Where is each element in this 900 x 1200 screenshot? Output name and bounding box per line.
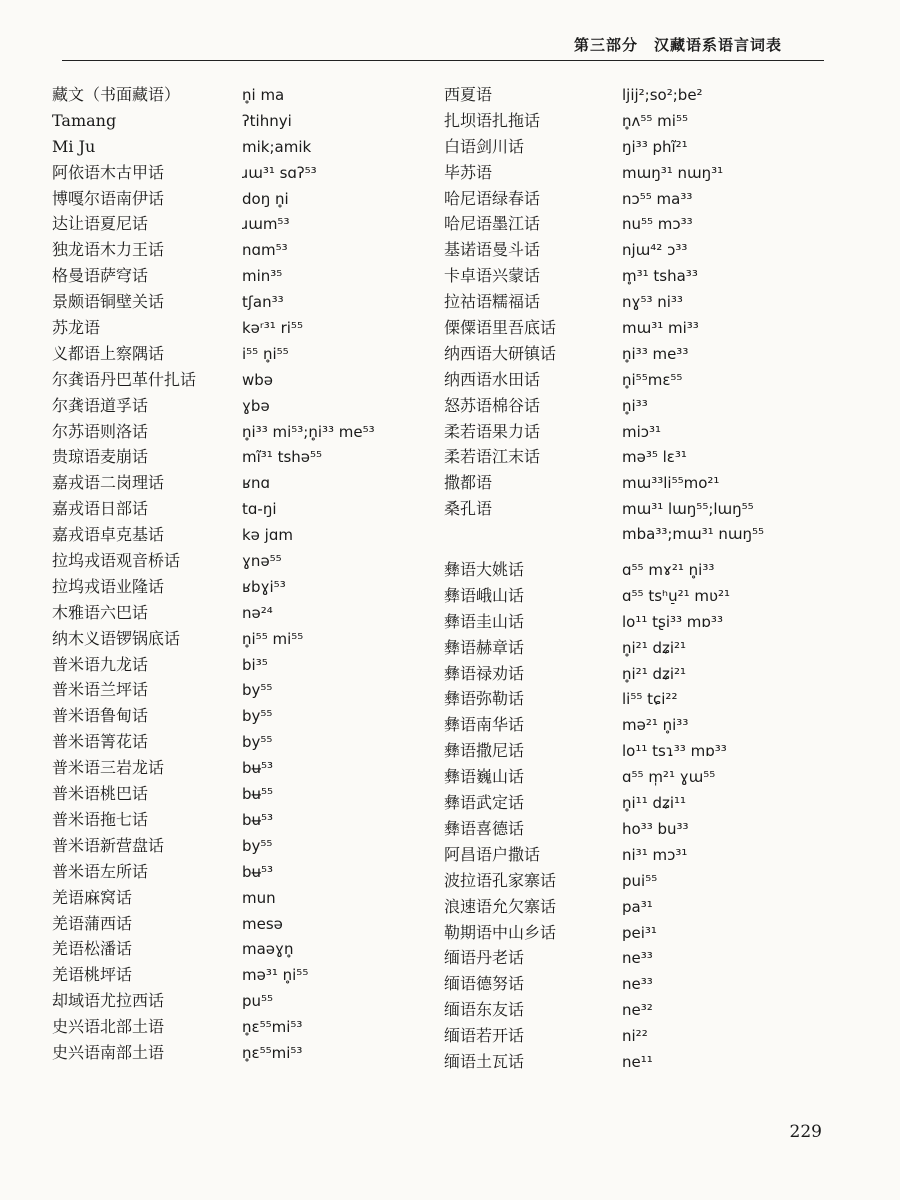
language-name: 普米语桃巴话: [52, 784, 149, 804]
word-entry: [444, 1023, 834, 1049]
word-form: ni³¹ mɔ³¹: [622, 845, 688, 864]
language-name: 嘉戎语日部话: [52, 499, 149, 519]
language-name: 纳木义语锣锅底话: [52, 628, 181, 648]
word-entry: [444, 341, 834, 367]
word-entry: [52, 988, 422, 1014]
language-name: 哈尼语绿春话: [444, 188, 541, 208]
word-entry: [52, 315, 422, 341]
word-entry: [52, 367, 422, 393]
word-form: njɯ⁴² ɔ³³: [622, 241, 688, 260]
word-entry: [444, 393, 834, 419]
word-form: nɣ⁵³ ni³³: [622, 293, 683, 312]
word-entry: [52, 444, 422, 470]
word-entry: [444, 315, 834, 341]
language-name: 却域语尤拉西话: [52, 991, 165, 1011]
language-name: 彝语圭山话: [444, 611, 525, 631]
word-form: pu⁵⁵: [242, 992, 274, 1011]
word-form: n̥i⁵⁵ mi⁵⁵: [242, 629, 304, 648]
word-entry: [52, 1040, 422, 1066]
word-form: mĩ³¹ tshə⁵⁵: [242, 448, 323, 467]
language-name: 尔苏语则洛话: [52, 421, 149, 441]
language-name: 普米语拖七话: [52, 809, 149, 829]
language-name: 阿依语木古甲话: [52, 162, 165, 182]
language-name: 彝语赫章话: [444, 637, 525, 657]
word-form: mə³⁵ lɛ³¹: [622, 448, 687, 467]
language-name: 史兴语南部土语: [52, 1042, 165, 1062]
word-form: tʃan³³: [242, 293, 284, 312]
word-entry: [52, 781, 422, 807]
language-name: 毕苏语: [444, 162, 493, 182]
language-name: 撒都语: [444, 473, 493, 493]
word-form: ne¹¹: [622, 1052, 653, 1071]
word-form: ɣnə⁵⁵: [242, 552, 282, 571]
word-entry: [444, 686, 834, 712]
word-form: ne³³: [622, 949, 653, 968]
word-form: ɑ⁵⁵ m̩²¹ ɣɯ⁵⁵: [622, 768, 716, 787]
word-entry: [52, 807, 422, 833]
language-name: 义都语上察隅话: [52, 343, 165, 363]
word-entry: [444, 945, 834, 971]
word-entry: [52, 911, 422, 937]
header-title: 第三部分 汉藏语系语言词表: [573, 36, 782, 54]
word-form: ɹɯm⁵³: [242, 215, 290, 234]
word-entry: [52, 289, 422, 315]
word-entry: [52, 496, 422, 522]
header-rule: [62, 60, 824, 61]
word-form: mɯŋ³¹ nɯŋ³¹: [622, 163, 724, 182]
word-entry: [52, 600, 422, 626]
word-form: by⁵⁵: [242, 836, 273, 855]
word-form: mik;amik: [242, 137, 312, 156]
word-entry: [444, 186, 834, 212]
word-form: ni²²: [622, 1027, 648, 1046]
language-name: Mi Ju: [52, 136, 96, 156]
word-entry: [444, 289, 834, 315]
language-name: 普米语箐花话: [52, 732, 149, 752]
word-entry: [444, 160, 834, 186]
page-number: 229: [789, 1122, 822, 1142]
word-form: nə²⁴: [242, 603, 273, 622]
language-name: 西夏语: [444, 85, 493, 104]
language-name: 拉祜语糯福话: [444, 292, 541, 312]
language-name: 缅语土瓦话: [444, 1051, 525, 1071]
word-form: bʉ⁵³: [242, 862, 274, 881]
word-form: ne³³: [622, 975, 653, 994]
word-form: ʁbɣi⁵³: [242, 577, 286, 596]
word-entry: [52, 522, 422, 548]
word-form: li⁵⁵ tɕi²²: [622, 690, 678, 709]
word-form: mə²¹ n̥i³³: [622, 716, 689, 735]
language-name: 藏文（书面藏语）: [52, 85, 181, 104]
word-entry: [444, 997, 834, 1023]
language-name: 彝语南华话: [444, 715, 525, 735]
spacer: [444, 548, 834, 557]
word-form: ʔtihnyi: [242, 111, 292, 130]
word-form: ljij²;so²;be²: [622, 86, 703, 104]
word-form: ɑ⁵⁵ tsʰu̠²¹ mʋ²¹: [622, 586, 730, 605]
language-name: 浪速语允欠寨话: [444, 896, 557, 916]
word-entry: [444, 609, 834, 635]
word-form: tɑ-ŋi: [242, 500, 277, 519]
word-entry: [52, 393, 422, 419]
word-form: bʉ⁵³: [242, 810, 274, 829]
word-form: kə jɑm: [242, 526, 293, 545]
word-entry: [444, 842, 834, 868]
language-name: 彝语撒尼话: [444, 741, 525, 761]
word-form: ɹɯ³¹ sɑʔ⁵³: [242, 163, 317, 182]
word-form: mesə: [242, 914, 283, 933]
word-entry: [52, 134, 422, 160]
word-entry: [444, 738, 834, 764]
word-entry: [444, 971, 834, 997]
word-entry: [52, 574, 422, 600]
word-form: lo¹¹ tʂi³³ mɒ³³: [622, 612, 723, 631]
word-entry: [444, 1049, 834, 1075]
word-entry: [52, 82, 422, 108]
word-entry: [52, 263, 422, 289]
word-form: n̥ɛ⁵⁵mi⁵³: [242, 1043, 303, 1062]
word-entry: [444, 816, 834, 842]
word-form: n̥i²¹ dʑi²¹: [622, 638, 687, 657]
word-form: n̥ɛ⁵⁵mi⁵³: [242, 1018, 303, 1037]
language-name: 普米语三岩龙话: [52, 758, 165, 778]
word-entry: [52, 703, 422, 729]
word-entry: [52, 885, 422, 911]
word-form: mun: [242, 888, 276, 907]
word-form: n̥i¹¹ dʑi¹¹: [622, 794, 687, 813]
word-entry: [52, 1014, 422, 1040]
language-name: 傈僳语里吾底话: [444, 318, 557, 338]
language-name: 波拉语孔家寨话: [444, 870, 557, 890]
word-form: nɔ⁵⁵ ma³³: [622, 189, 693, 208]
word-form: nu⁵⁵ mɔ³³: [622, 215, 693, 234]
word-entry: [444, 82, 834, 108]
word-entry: [52, 470, 422, 496]
word-entry: [444, 263, 834, 289]
language-name: 纳西语大研镇话: [444, 343, 557, 363]
word-entry: [52, 729, 422, 755]
word-form: min³⁵: [242, 267, 283, 286]
language-name: 尔龚语道孚话: [52, 395, 149, 415]
language-name: 景颇语铜壁关话: [52, 292, 165, 312]
language-name: 拉坞戎语业隆话: [52, 576, 165, 596]
language-name: 嘉戎语二岗理话: [52, 473, 165, 493]
word-entry: [52, 936, 422, 962]
word-entry: [52, 652, 422, 678]
word-entry: [52, 962, 422, 988]
word-entry: [444, 496, 834, 522]
word-entry: [52, 211, 422, 237]
language-name: 羌语麻窝话: [52, 887, 133, 907]
word-form: lo¹¹ tsɿ³³ mɒ³³: [622, 742, 727, 761]
word-form: mba³³;mɯ³¹ nɯŋ⁵⁵: [622, 525, 765, 544]
language-name: 普米语鲁甸话: [52, 706, 149, 726]
word-entry: [52, 186, 422, 212]
word-entry: [444, 134, 834, 160]
word-entry: [444, 661, 834, 687]
language-name: 基诺语曼斗话: [444, 240, 541, 260]
word-form: m̥³¹ tsha³³: [622, 267, 698, 286]
word-entry: [52, 859, 422, 885]
word-entry: [444, 894, 834, 920]
language-name: 彝语弥勒话: [444, 689, 525, 709]
language-name: 阿昌语户撒话: [444, 844, 541, 864]
word-form: maəɣn̥: [242, 940, 294, 959]
language-name: 缅语东友话: [444, 1000, 525, 1020]
word-form: n̥ʌ⁵⁵ mi⁵⁵: [622, 111, 688, 130]
language-name: 格曼语萨穹话: [52, 266, 149, 286]
language-name: 彝语武定话: [444, 793, 525, 813]
word-form: n̥i³³ mi⁵³;n̥i³³ me⁵³: [242, 422, 375, 441]
language-name: 白语剑川话: [444, 136, 525, 156]
language-name: 独龙语木力王话: [52, 240, 165, 260]
word-form: n̥i⁵⁵mɛ⁵⁵: [622, 370, 683, 389]
word-form: ɣbə: [242, 396, 270, 415]
word-form: mɯ³³li⁵⁵mo²¹: [622, 474, 720, 493]
language-name: 彝语喜德话: [444, 818, 525, 838]
language-name: 普米语九龙话: [52, 654, 149, 674]
word-entry: [444, 444, 834, 470]
word-entry: [444, 419, 834, 445]
language-name: Tamang: [52, 110, 117, 130]
word-form: bi³⁵: [242, 655, 268, 674]
word-form: pa³¹: [622, 897, 653, 916]
word-form: kəʳ³¹ ri⁵⁵: [242, 319, 303, 338]
language-name: 彝语峨山话: [444, 585, 525, 605]
word-form: pui⁵⁵: [622, 871, 658, 890]
language-name: 普米语左所话: [52, 861, 149, 881]
word-form: mɯ³¹ mi³³: [622, 319, 699, 338]
word-entry: [444, 583, 834, 609]
word-form: mə³¹ n̥i⁵⁵: [242, 966, 309, 985]
language-name: 缅语德努话: [444, 974, 525, 994]
language-name: 尔龚语丹巴革什扎话: [52, 369, 197, 389]
word-form: pei³¹: [622, 923, 657, 942]
word-form: ne³²: [622, 1001, 653, 1020]
word-entry: [52, 548, 422, 574]
word-form: wbə: [242, 370, 274, 389]
language-name: 博嘎尔语南伊话: [52, 188, 165, 208]
word-entry: [444, 108, 834, 134]
language-name: 柔若语江末话: [444, 447, 541, 467]
language-name: 木雅语六巴话: [52, 602, 149, 622]
language-name: 彝语禄劝话: [444, 663, 525, 683]
word-form: ɑ⁵⁵ mɤ²¹ n̥i³³: [622, 561, 715, 580]
language-name: 怒苏语棉谷话: [444, 395, 541, 415]
language-name: 普米语兰坪话: [52, 680, 149, 700]
word-form: by⁵⁵: [242, 681, 273, 700]
language-name: 羌语松潘话: [52, 939, 133, 959]
language-name: 哈尼语墨江话: [444, 214, 541, 234]
word-form: bʉ⁵³: [242, 759, 274, 778]
word-entry: [444, 211, 834, 237]
word-form: n̥i³³: [622, 396, 648, 415]
word-form: by⁵⁵: [242, 733, 273, 752]
language-name: 纳西语水田话: [444, 369, 541, 389]
language-name: 羌语桃坪话: [52, 965, 133, 985]
language-name: 缅语若开话: [444, 1026, 525, 1046]
word-form: miɔ³¹: [622, 422, 662, 441]
word-form: i⁵⁵ n̥i⁵⁵: [242, 344, 289, 363]
word-entry: [52, 419, 422, 445]
language-name: 贵琼语麦崩话: [52, 447, 149, 467]
word-entry: [444, 790, 834, 816]
word-entry: [444, 712, 834, 738]
word-entry: [444, 522, 834, 548]
language-name: 羌语蒲西话: [52, 913, 133, 933]
word-entry: [52, 160, 422, 186]
language-name: 扎坝语扎拖话: [444, 110, 541, 130]
word-entry: [52, 755, 422, 781]
word-entry: [444, 237, 834, 263]
word-form: n̥i²¹ dʑi²¹: [622, 664, 687, 683]
word-form: doŋ n̥i: [242, 189, 289, 208]
word-form: ho³³ bu³³: [622, 819, 689, 838]
word-entry: [444, 920, 834, 946]
word-entry: [52, 108, 422, 134]
word-form: by⁵⁵: [242, 707, 273, 726]
language-name: 卡卓语兴蒙话: [444, 266, 541, 286]
word-form: n̥i³³ me³³: [622, 344, 689, 363]
word-entry: [444, 470, 834, 496]
word-entry: [52, 677, 422, 703]
word-form: bʉ⁵⁵: [242, 785, 274, 804]
word-entry: [52, 626, 422, 652]
word-entry: [444, 635, 834, 661]
language-name: 缅语丹老话: [444, 948, 525, 968]
word-form: ʁnɑ: [242, 474, 271, 493]
language-name: 勒期语中山乡话: [444, 922, 557, 942]
word-form: mɯ³¹ lɯŋ⁵⁵;lɯŋ⁵⁵: [622, 500, 754, 519]
running-header: [0, 0, 900, 66]
word-form: ŋi³³ phĩ²¹: [622, 137, 688, 156]
language-name: 史兴语北部土语: [52, 1017, 165, 1037]
right-column: [444, 82, 834, 1075]
word-entry: [444, 868, 834, 894]
language-name: 嘉戎语卓克基话: [52, 525, 165, 545]
word-entry: [444, 557, 834, 583]
language-name: 桑孔语: [444, 499, 493, 519]
left-column: [52, 82, 422, 1066]
language-name: 普米语新营盘话: [52, 835, 165, 855]
word-entry: [444, 764, 834, 790]
word-entry: [444, 367, 834, 393]
word-form: nɑm⁵³: [242, 241, 288, 260]
language-name: 彝语大姚话: [444, 560, 525, 580]
word-entry: [52, 237, 422, 263]
word-form: n̥i ma: [242, 86, 285, 104]
language-name: 拉坞戎语观音桥话: [52, 551, 181, 571]
language-name: 达让语夏尼话: [52, 214, 149, 234]
language-name: 柔若语果力话: [444, 421, 541, 441]
word-entry: [52, 341, 422, 367]
language-name: 苏龙语: [52, 318, 101, 338]
language-name: 彝语巍山话: [444, 767, 525, 787]
word-entry: [52, 833, 422, 859]
